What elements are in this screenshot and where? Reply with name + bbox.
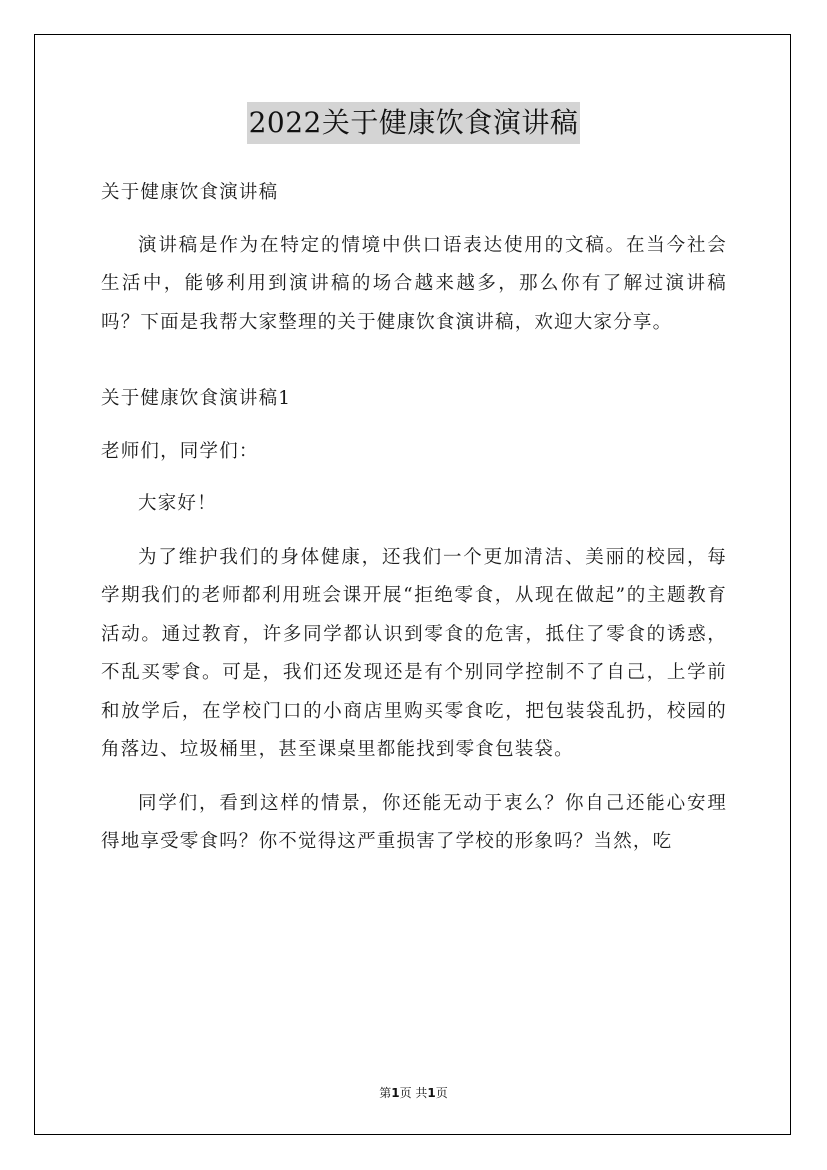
title-container <box>0 102 827 144</box>
page-prefix: 第 <box>379 1086 392 1100</box>
page-current: 1 <box>391 1086 400 1100</box>
salutation: 老师们，同学们： <box>101 440 259 462</box>
body-paragraph: 同学们，看到这样的情景，你还能无动于衷么？你自己还能心安理得地享受零食吗？你不觉得这严重损害了学校的形象吗？当然，吃 <box>101 792 727 852</box>
document-body <box>101 174 727 877</box>
document-title: 2022关于健康饮食演讲稿 <box>247 102 581 144</box>
page-mid: 页 共 <box>399 1086 428 1100</box>
page-total: 1 <box>427 1086 436 1100</box>
section-heading: 关于健康饮食演讲稿 <box>101 182 279 203</box>
greeting: 大家好！ <box>138 493 217 514</box>
page-suffix: 页 <box>435 1086 448 1100</box>
section-heading-1: 关于健康饮食演讲稿1 <box>101 388 292 409</box>
body-paragraph: 为了维护我们的身体健康，还我们一个更加清洁、美丽的校园，每学期我们的老师都利用班会课开展“拒绝零食，从现在做起”的主题教育活动。通过教育，许多同学都认识到零食的危害，抵住了零食的诱惑，不乱买零食。可是，我们还发现还是有个别同学控制不了自己，上学前和放学后，在学校门口的小商店里购买零食吃，把包装袋乱扔，校园的角落边、垃圾桶里，甚至课桌里都能找到零食包装袋。 <box>101 546 727 760</box>
page-footer <box>0 1084 827 1101</box>
intro-paragraph: 演讲稿是作为在特定的情境中供口语表达使用的文稿。在当今社会生活中，能够利用到演讲稿的场合越来越多，那么你有了解过演讲稿吗？下面是我帮大家整理的关于健康饮食演讲稿，欢迎大家分享。 <box>101 234 727 333</box>
